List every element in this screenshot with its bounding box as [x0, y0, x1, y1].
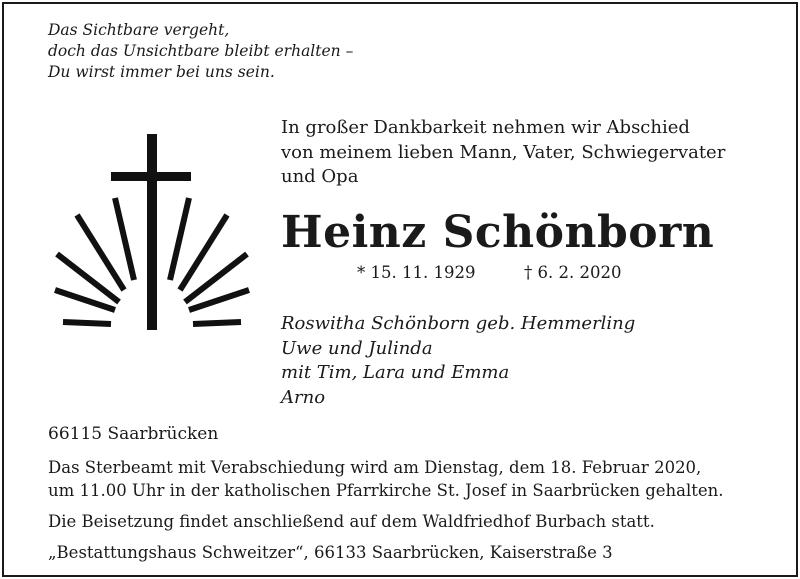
mourner-line: mit Tim, Lara und Emma: [281, 362, 510, 383]
ceremony-line: Das Sterbeamt mit Verabschiedung wird am Dienstag, dem 18. Februar 2020,: [48, 458, 702, 477]
intro-line: In großer Dankbarkeit nehmen wir Abschied: [281, 117, 690, 138]
farewell-intro: [281, 116, 725, 190]
mourner-line: Uwe und Julinda: [281, 337, 433, 359]
mourner-line: Roswitha Schönborn geb. Hemmerling: [281, 313, 636, 334]
ceremony-line: um 11.00 Uhr in der katholischen Pfarrkirche St. Josef in Saarbrücken gehalten.: [48, 480, 724, 500]
place-line: 66115 Saarbrücken: [48, 424, 219, 444]
intro-line: von meinem lieben Mann, Vater, Schwiegervater: [281, 141, 726, 163]
motto-line: Du wirst immer bei uns sein.: [48, 63, 275, 81]
death-date: † 6. 2. 2020: [524, 263, 622, 282]
mourners-list: [281, 312, 635, 410]
ceremony-info: [48, 457, 724, 502]
motto-line: doch das Unsichtbare bleibt erhalten –: [48, 42, 354, 60]
obituary-notice: [2, 2, 798, 577]
deceased-name: Heinz Schönborn: [281, 207, 715, 258]
motto-line: Das Sichtbare vergeht,: [48, 21, 230, 39]
burial-info: Die Beisetzung findet anschließend auf dem Waldfriedhof Burbach statt.: [48, 512, 655, 531]
cross-with-rays-icon: [48, 132, 254, 334]
motto-verse: [48, 20, 353, 83]
birth-date: * 15. 11. 1929: [357, 263, 476, 282]
intro-line: und Opa: [281, 166, 359, 187]
mourner-line: Arno: [281, 386, 326, 408]
funeral-home-info: „Bestattungshaus Schweitzer“, 66133 Saarbrücken, Kaiserstraße 3: [48, 543, 613, 562]
